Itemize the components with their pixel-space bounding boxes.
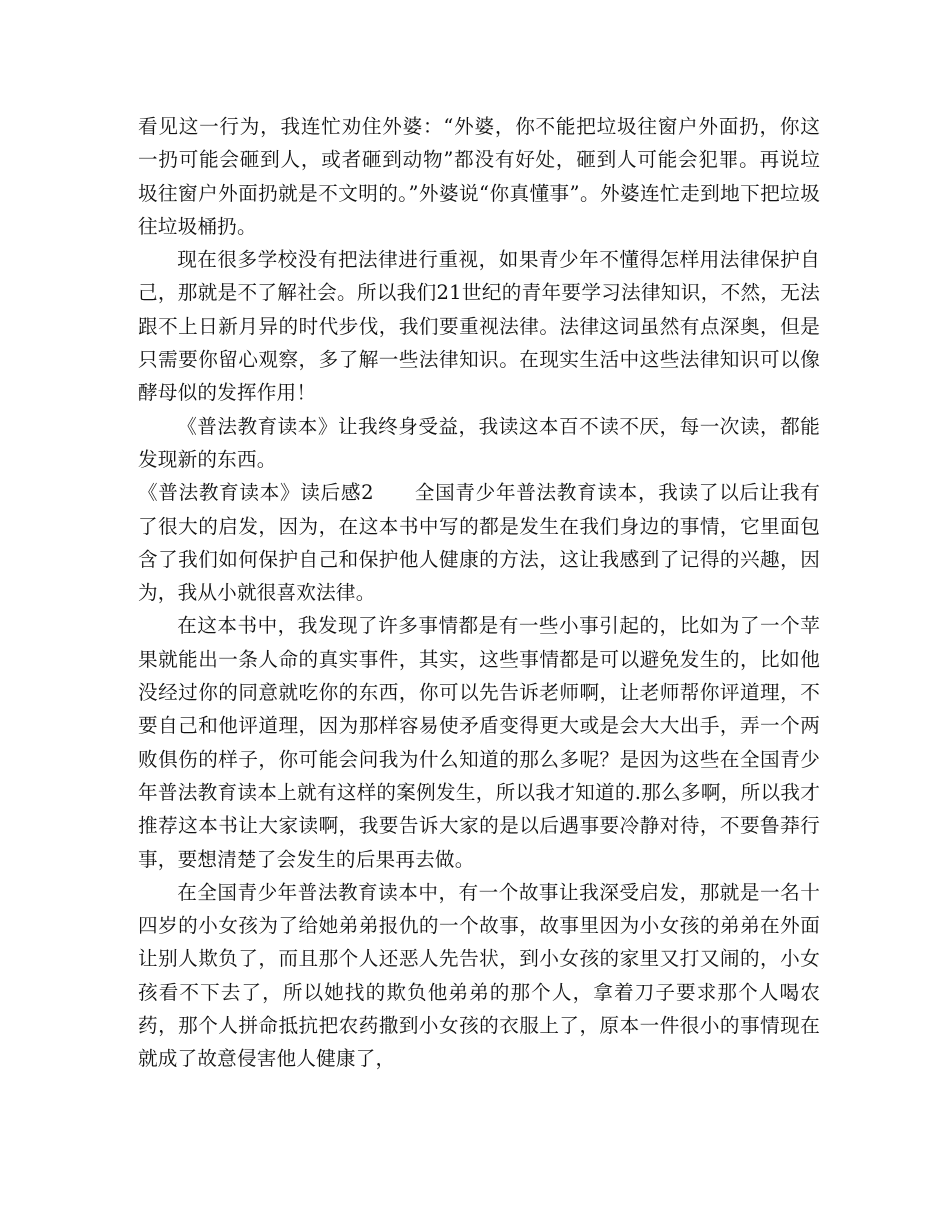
paragraph-essay-2-opening: 《普法教育读本》读后感2 全国青少年普法教育读本，我读了以后让我有了很大的启发，因为，在这本书中写的都是发生在我们身边的事情，它里面包含了我们如何保护自己和保护他人健康的方法，这让我感到了记得的兴趣，因为，我从小就很喜欢法律。 xyxy=(138,481,820,605)
paragraph-girl-story: 在全国青少年普法教育读本中，有一个故事让我深受启发，那就是一名十四岁的小女孩为了给她弟弟报仇的一个故事，故事里因为小女孩的弟弟在外面让别人欺负了，而且那个人还恶人先告状，到小女孩的家里又打又闹的，小女孩看不下去了，所以她找的欺负他弟弟的那个人，拿着刀子要求那个人喝农药，那个人拼命抵抗把农药撒到小女孩的衣服上了，原本一件很小的事情现在就成了故意侵害他人健康了， xyxy=(138,880,820,1071)
paragraph-continuation: 看见这一行为，我连忙劝住外婆：“外婆，你不能把垃圾往窗户外面扔，你这一扔可能会砸到人，或者砸到动物”都没有好处，砸到人可能会犯罪。再说垃圾往窗户外面扔就是不文明的。”外婆说“你真懂事”。外婆连忙走到地下把垃圾往垃圾桶扔。 xyxy=(138,115,820,238)
paragraph-small-incidents: 在这本书中，我发现了许多事情都是有一些小事引起的，比如为了一个苹果就能出一条人命的真实事件，其实，这些事情都是可以避免发生的，比如他没经过你的同意就吃你的东西，你可以先告诉老师啊，让老师帮你评道理，不要自己和他评道理，因为那样容易使矛盾变得更大或是会大大出手，弄一个两败俱伤的样子，你可能会问我为什么知道的那么多呢？是因为这些在全国青少年普法教育读本上就有这样的案例发生，所以我才知道的.那么多啊，所以我才推荐这本书让大家读啊，我要告诉大家的是以后遇事要冷静对待，不要鲁莽行事，要想清楚了会发生的后果再去做。 xyxy=(138,614,820,871)
document-body xyxy=(138,110,820,1076)
paragraph-book-benefit: 《普法教育读本》让我终身受益，我读这本百不读不厌，每一次读，都能发现新的东西。 xyxy=(138,414,820,471)
paragraph-law-importance: 现在很多学校没有把法律进行重视，如果青少年不懂得怎样用法律保护自己，那就是不了解社会。所以我们21世纪的青年要学习法律知识，不然，无法跟不上日新月异的时代步伐，我们要重视法律。法律这词虽然有点深奥，但是只需要你留心观察，多了解一些法律知识。在现实生活中这些法律知识可以像酵母似的发挥作用！ xyxy=(138,248,820,405)
